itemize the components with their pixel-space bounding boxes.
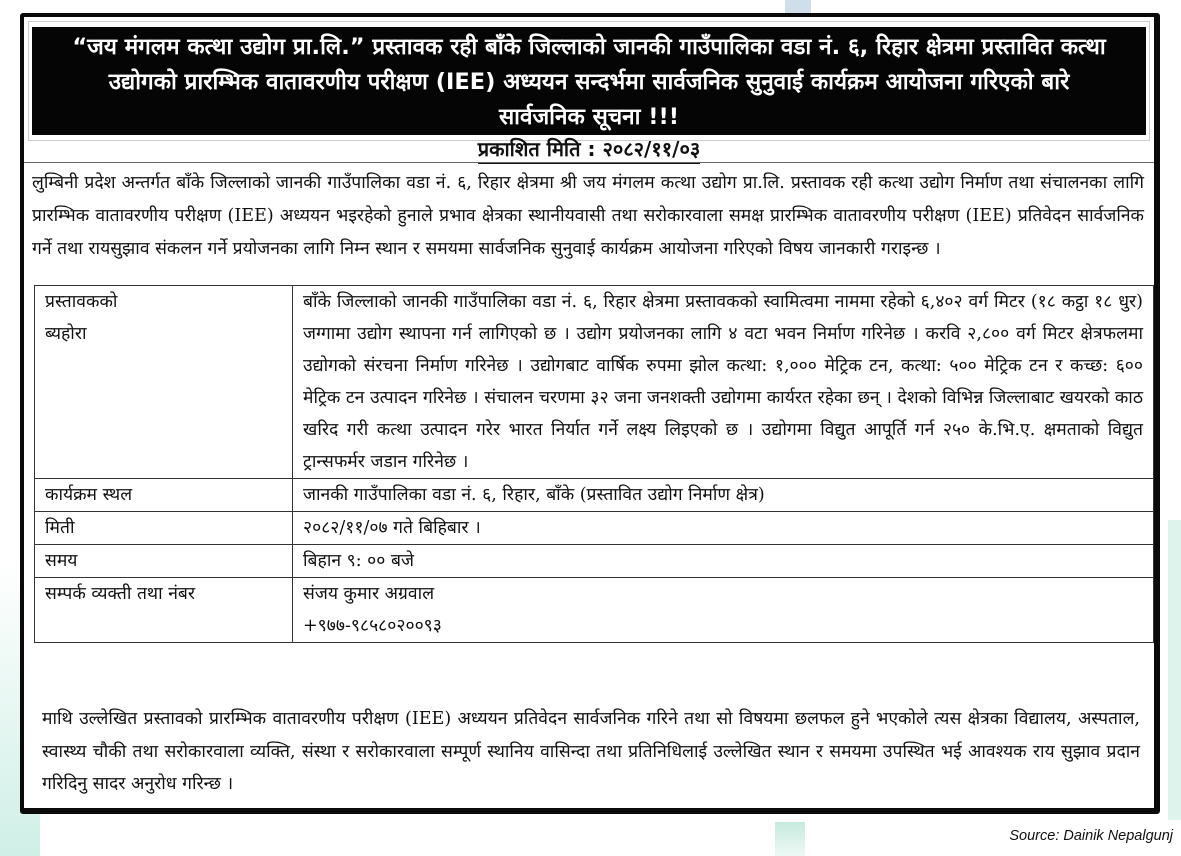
contact-phone: +९७७-९८५८०२००९३ [303,616,442,636]
table-row [35,512,1154,545]
row-label: कार्यक्रम स्थल [35,479,293,512]
table-row [35,545,1154,578]
row-value: बिहान ९: ०० बजे [293,545,1154,578]
row-value: जानकी गाउँपालिका वडा नं. ६, रिहार, बाँके (प्रस्तावित उद्योग निर्माण क्षेत्र) [293,479,1154,512]
published-date-line [24,135,1154,163]
contact-name: संजय कुमार अग्रवाल [303,584,435,604]
watermark-decoration [775,822,805,856]
published-date: २०८२/११/०३ [602,137,701,161]
divider [24,162,1154,163]
header-line: उद्योगको प्रारम्भिक वातावरणीय परीक्षण (IEE) अध्ययन सन्दर्भमा सार्वजनिक सुनुवाई कार्यक्रम आयोजना गरिएको बारे [108,69,1070,95]
details-table [34,285,1154,643]
row-value: २०८२/११/०७ गते बिहिबार । [293,512,1154,545]
table-row [35,578,1154,643]
table-row [35,479,1154,512]
row-label: समय [35,545,293,578]
row-value: बाँके जिल्लाको जानकी गाउँपालिका वडा नं. ६, रिहार क्षेत्रमा प्रस्तावकको स्वामित्वमा नाममा रहेको ६,४०२ वर्ग मिटर (१८ कट्ठा १८ धुर) जग्गामा उद्योग स्थापना गर्न लागिएको छ । उद्योग प्रयोजनका लागि ४ वटा भवन निर्माण गरिनेछ । करवि २,८०० वर्ग मिटर क्षेत्रफलमा उद्योगको संरचना निर्माण गरिनेछ । उद्योगबाट वार्षिक रुपमा झोल कत्था: १,००० मेट्रिक टन, कत्था: ५०० मेट्रिक टन र कच्छ: ६०० मेट्रिक टन उत्पादन गरिनेछ । संचालन चरणमा ३२ जना जनशक्ती उद्योगमा कार्यरत रहेका छन् । देशको विभिन्न जिल्लाबाट खयरको काठ खरिद गरी कत्था उत्पादन गरेर भारत निर्यात गर्ने लक्ष्य लिइएको छ । उद्योगमा विद्युत आपूर्ति गर्न २५० के.भि.ए. क्षमताको विद्युत ट्रान्सफर्मर जडान गरिनेछ । [293,286,1154,479]
published-label: प्रकाशित मिति : [477,137,596,161]
header-line: सार्वजनिक सूचना !!! [498,104,680,130]
row-label: सम्पर्क व्यक्ती तथा नंबर [35,578,293,643]
closing-paragraph: माथि उल्लेखित प्रस्तावको प्रारम्भिक वातावरणीय परीक्षण (IEE) अध्ययन प्रतिवेदन सार्वजनिक गरिने तथा सो विषयमा छलफल हुने भएकोले त्यस क्षेत्रका विद्यालय, अस्पताल, स्वास्थ्य चौकी तथा सरोकारवाला व्यक्ति, संस्था र सरोकारवाला सम्पूर्ण स्थानिय वासिन्दा तथा प्रतिनिधिलाई उल्लेखित स्थान र समयमा उपस्थित भई आवश्यक राय सुझाव प्रदान गरिदिनु सादर अनुरोध गरिन्छ । [42,709,1140,794]
row-label: मिती [35,512,293,545]
watermark-decoration [1168,520,1181,820]
notice-header [32,27,1146,135]
table-row [35,286,1154,479]
notice-frame [20,13,1160,814]
source-credit: Source: Dainik Nepalgunj [1009,828,1173,844]
intro-paragraph: लुम्बिनी प्रदेश अन्तर्गत बाँके जिल्लाको जानकी गाउँपालिका वडा नं. ६, रिहार क्षेत्रमा श्री जय मंगलम कत्था उद्योग प्रा.लि. प्रस्तावक रही कत्था उद्योग निर्माण तथा संचालनका लागि प्रारम्भिक वातावरणीय परीक्षण (IEE) अध्ययन भइरहेको हुनाले प्रभाव क्षेत्रका स्थानीयवासी तथा सरोकारवाला समक्ष प्रारम्भिक वातावरणीय परीक्षण (IEE) प्रतिवेदन सार्वजनिक गर्ने तथा रायसुझाव संकलन गर्ने प्रयोजनका लागि निम्न स्थान र समयमा सार्वजनिक सुनुवाई कार्यक्रम आयोजना गरिएको विषय जानकारी गराइन्छ । [32,173,1144,259]
header-line: “जय मंगलम कत्था उद्योग प्रा.लि.” प्रस्तावक रही बाँके जिल्लाको जानकी गाउँपालिका वडा नं. ६, रिहार क्षेत्रमा प्रस्तावित कत्था [72,34,1106,60]
row-label [35,286,293,479]
published-date-underlined [478,137,701,164]
row-label-text: प्रस्तावकको ब्यहोरा [45,292,118,344]
row-value [293,578,1154,643]
